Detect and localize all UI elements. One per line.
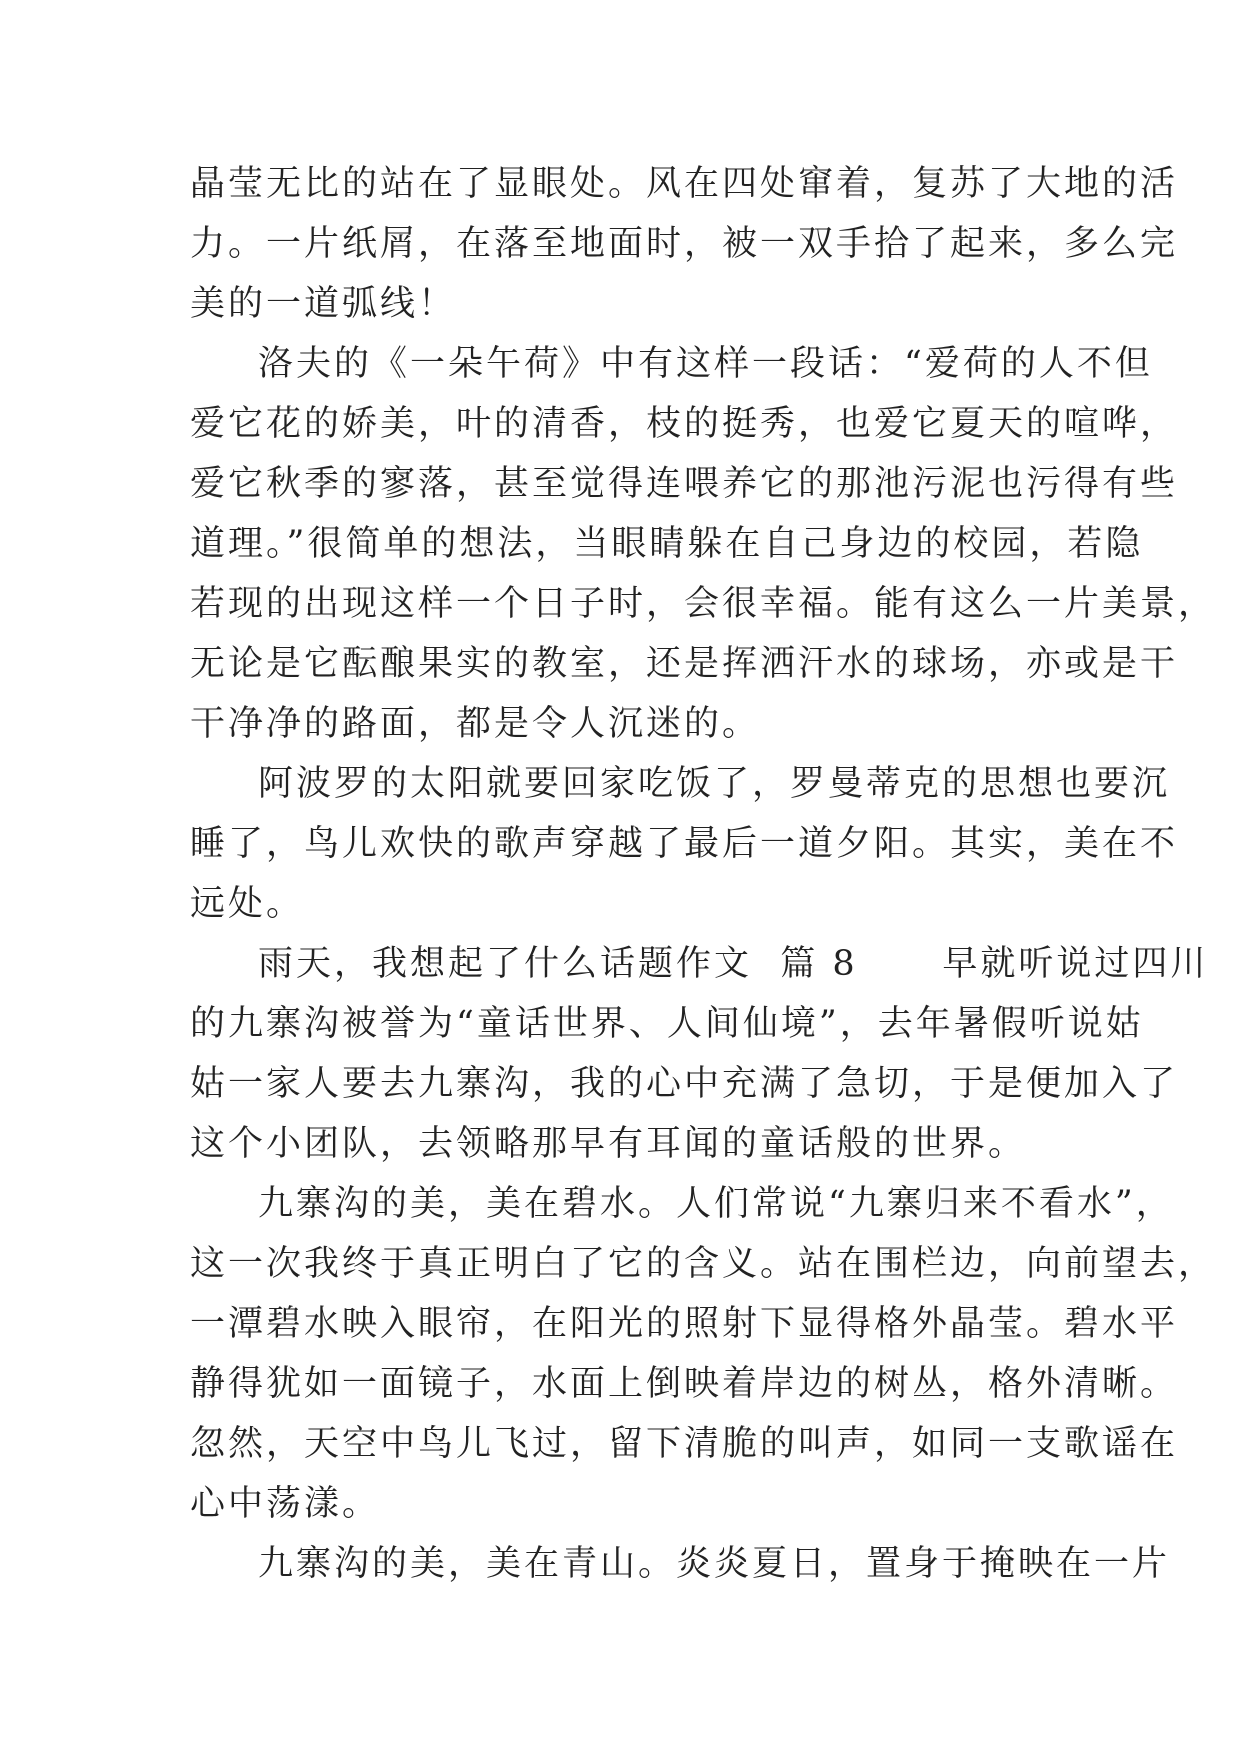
text-line: 阿波罗的太阳就要回家吃饭了，罗曼蒂克的思想也要沉 — [258, 764, 1171, 804]
text-line: 这个小团队，去领略那早有耳闻的童话般的世界。 — [190, 1124, 1027, 1164]
text-line: 美的一道弧线！ — [190, 284, 457, 324]
text-line: 爱它秋季的寥落，甚至觉得连喂养它的那池污泥也污得有些 — [190, 464, 1179, 504]
text-line: 九寨沟的美，美在青山。炎炎夏日，置身于掩映在一片 — [258, 1544, 1171, 1584]
text-line: 静得犹如一面镜子，水面上倒映着岸边的树丛，格外清晰。 — [190, 1364, 1179, 1404]
text-line: 忽然，天空中鸟儿飞过，留下清脆的叫声，如同一支歌谣在 — [190, 1424, 1179, 1464]
text-line: 的九寨沟被誉为“童话世界、人间仙境”，去年暑假听说姑 — [190, 1004, 1144, 1044]
text-line: 洛夫的《一朵午荷》中有这样一段话：“爱荷的人不但 — [258, 344, 1153, 384]
text-line: 无论是它酝酿果实的教室，还是挥洒汗水的球场，亦或是干 — [190, 644, 1179, 684]
text-line: 干净净的路面，都是令人沉迷的。 — [190, 704, 761, 744]
text-line: 力。一片纸屑，在落至地面时，被一双手拾了起来，多么完 — [190, 224, 1179, 264]
text-line: 九寨沟的美，美在碧水。人们常说“九寨归来不看水”， — [258, 1184, 1174, 1224]
text-line: 姑一家人要去九寨沟，我的心中充满了急切，于是便加入了 — [190, 1064, 1179, 1104]
text-line: 雨天，我想起了什么话题作文 篇 8 早就听说过四川 — [258, 944, 1209, 984]
text-line: 心中荡漾。 — [190, 1484, 381, 1524]
text-line: 远处。 — [190, 884, 305, 924]
text-line: 睡了，鸟儿欢快的歌声穿越了最后一道夕阳。其实，美在不 — [190, 824, 1179, 864]
text-line: 晶莹无比的站在了显眼处。风在四处窜着，复苏了大地的活 — [190, 164, 1179, 204]
text-line: 爱它花的娇美，叶的清香，枝的挺秀，也爱它夏天的喧哗， — [190, 404, 1179, 444]
text-line: 若现的出现这样一个日子时，会很幸福。能有这么一片美景， — [190, 584, 1217, 624]
text-line: 一潭碧水映入眼帘，在阳光的照射下显得格外晶莹。碧水平 — [190, 1304, 1179, 1344]
article-body — [190, 154, 1217, 1594]
text-line: 道理。”很简单的想法，当眼睛躲在自己身边的校园，若隐 — [190, 524, 1144, 564]
text-line: 这一次我终于真正明白了它的含义。站在围栏边，向前望去， — [190, 1244, 1217, 1284]
